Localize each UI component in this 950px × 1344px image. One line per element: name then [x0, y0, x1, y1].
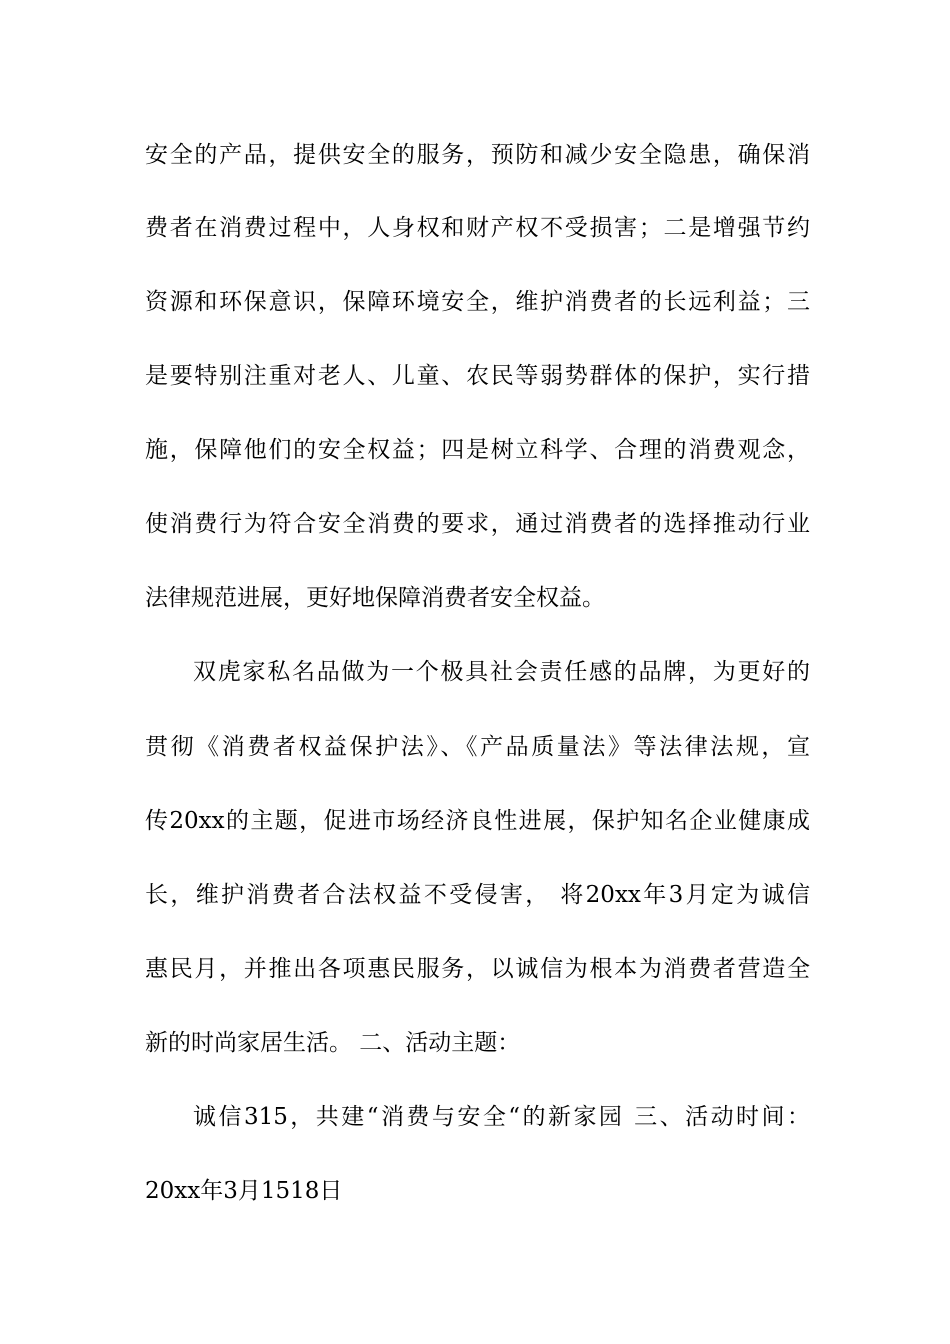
- text-line: 施，保障他们的安全权益；四是树立科学、合理的消费观念，: [145, 437, 810, 463]
- paragraph-first-line: 诚信315，共建“消费与安全“的新家园 三、活动时间：: [193, 1104, 810, 1130]
- text-line: 长，维护消费者合法权益不受侵害， 将20xx年3月定为诚信: [145, 882, 810, 908]
- text-line: 法律规范进展，更好地保障消费者安全权益。: [145, 585, 605, 611]
- text-line: 20xx年3月1518日: [145, 1178, 343, 1204]
- text-line: 资源和环保意识，保障环境安全，维护消费者的长远利益；三: [145, 289, 810, 315]
- text-line: 贯彻《消费者权益保护法》、《产品质量法》等法律法规，宣: [145, 734, 810, 760]
- paragraph-first-line: 双虎家私名品做为一个极具社会责任感的品牌，为更好的: [193, 659, 810, 685]
- text-line: 是要特别注重对老人、儿童、农民等弱势群体的保护，实行措: [145, 363, 810, 389]
- text-line: 传20xx的主题，促进市场经济良性进展，保护知名企业健康成: [145, 808, 810, 834]
- text-line: 使消费行为符合安全消费的要求，通过消费者的选择推动行业: [145, 511, 810, 537]
- text-line: 惠民月，并推出各项惠民服务，以诚信为根本为消费者营造全: [145, 956, 810, 982]
- text-line: 费者在消费过程中，人身权和财产权不受损害；二是增强节约: [145, 215, 810, 241]
- text-line: 安全的产品，提供安全的服务，预防和减少安全隐患，确保消: [145, 142, 810, 168]
- text-line: 新的时尚家居生活。 二、活动主题：: [145, 1030, 521, 1056]
